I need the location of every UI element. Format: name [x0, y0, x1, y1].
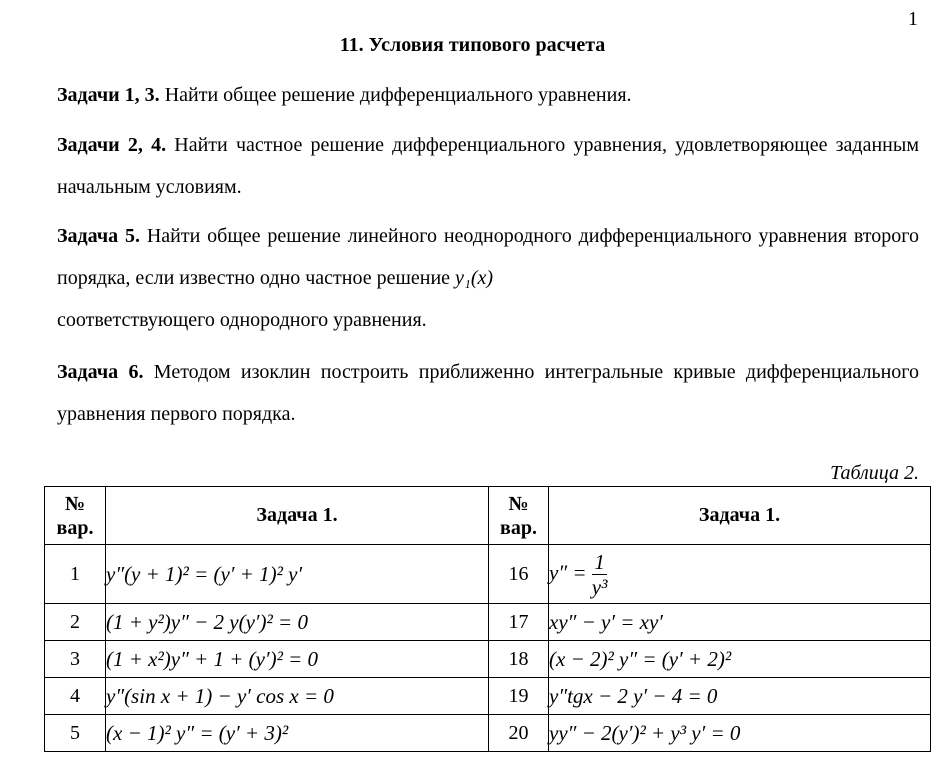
variant-number: 20 [489, 715, 549, 752]
variant-number: 3 [45, 641, 106, 678]
equation [549, 545, 931, 604]
equation: y″(sin x + 1) − y′ cos x = 0 [106, 678, 489, 715]
page-title: 11. Условия типового расчета [339, 34, 606, 56]
task-label: Задача 5. [57, 225, 140, 247]
tasks-table [44, 486, 931, 752]
task-6-paragraph [57, 351, 919, 435]
table-row [45, 678, 931, 715]
equation: xy″ − y′ = xy′ [549, 604, 931, 641]
task-text: Найти общее решение дифференциального уравнения. [159, 84, 632, 106]
task-text: Методом изоклин построить приближенно интегральные кривые дифференциального уравнения первого порядка. [57, 361, 919, 425]
variant-number: 18 [489, 641, 549, 678]
table-header-row [45, 487, 931, 545]
fraction [592, 550, 608, 599]
variant-number: 1 [45, 545, 106, 604]
variant-number: 17 [489, 604, 549, 641]
variant-number-header: № вар. [489, 487, 549, 545]
task-header: Задача 1. [549, 487, 931, 545]
fraction-numerator: 1 [592, 550, 608, 575]
variant-number: 16 [489, 545, 549, 604]
task-label: Задача 6. [57, 361, 144, 383]
task-5-paragraph [57, 215, 919, 341]
variant-number: 5 [45, 715, 106, 752]
table-row [45, 604, 931, 641]
variant-number-header: № вар. [45, 487, 106, 545]
fraction-denominator: y³ [591, 574, 608, 599]
equation: y″tgx − 2 y′ − 4 = 0 [549, 678, 931, 715]
page-number: 1 [908, 8, 918, 30]
task-2-4-paragraph [57, 124, 919, 208]
task-text: Найти общее решение линейного неоднородного дифференциального уравнения второго порядка, если известно одно частное решение [57, 225, 919, 289]
equation: (1 + x²)y″ + 1 + (y′)² = 0 [106, 641, 489, 678]
table-row [45, 545, 931, 604]
equation: yy″ − 2(y′)² + y³ y′ = 0 [549, 715, 931, 752]
equation: (x − 1)² y″ = (y′ + 3)² [106, 715, 489, 752]
table-row [45, 715, 931, 752]
equation: (1 + y²)y″ − 2 y(y′)² = 0 [106, 604, 489, 641]
task-label: Задачи 2, 4. [57, 134, 167, 156]
equation-lhs: y″ = [549, 559, 587, 584]
table-caption: Таблица 2. [830, 462, 919, 484]
task-header: Задача 1. [106, 487, 489, 545]
table-row [45, 641, 931, 678]
variant-number: 2 [45, 604, 106, 641]
task-text: Найти частное решение дифференциального уравнения, удовлетворяющее заданным начальным условиям. [57, 134, 919, 198]
variant-number: 19 [489, 678, 549, 715]
task-text-continued: соответствующего однородного уравнения. [57, 309, 427, 331]
task-label: Задачи 1, 3. [57, 84, 160, 106]
task-1-3-paragraph [57, 74, 919, 116]
equation: y″(y + 1)² = (y′ + 1)² y′ [106, 545, 489, 604]
variant-number: 4 [45, 678, 106, 715]
particular-solution-formula: y₁(x) [455, 267, 494, 289]
equation: (x − 2)² y″ = (y′ + 2)² [549, 641, 931, 678]
